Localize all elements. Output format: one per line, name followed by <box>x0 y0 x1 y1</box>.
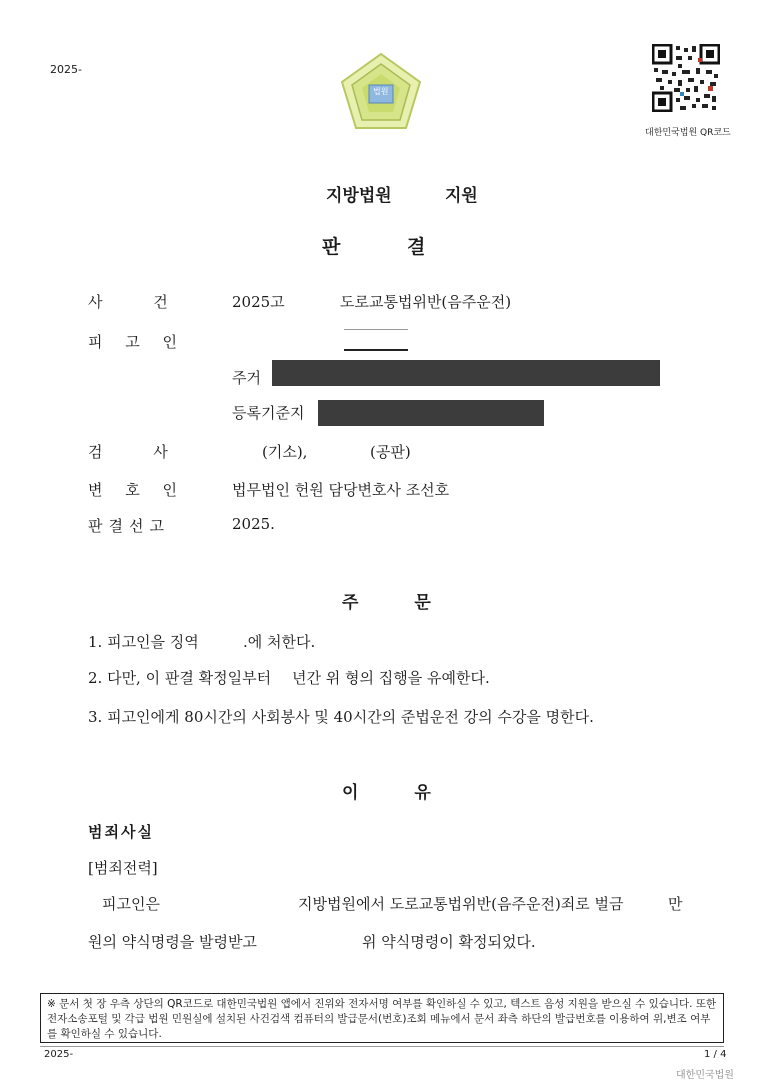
facts-line1-c: 만 <box>668 895 683 913</box>
counsel-label: 변 호 인 <box>88 481 178 499</box>
issue-number: 2025- <box>44 1049 74 1060</box>
verification-notice: ※ 문서 첫 장 우측 상단의 QR코드로 대한민국법원 앱에서 진위와 전자서명 여부를 확인하실 수 있고, 텍스트 음성 지원을 받으실 수 있습니다. 또한 전자소송포털 및 각급 법원 민원실에 설치된 사건검색 컴퓨터의 발급문서(번호)조회 메뉴에서 문서 좌측 하단의 발급번호를 이용하여 위,변조 여부를 확인하실 수 있습니다. <box>40 993 724 1043</box>
case-label: 사 건 <box>88 293 168 311</box>
defendant-name-line <box>344 329 408 330</box>
facts-title: 범죄사실 <box>88 823 154 841</box>
sentence-date: 2025. <box>232 515 275 533</box>
page-number: 1 / 4 <box>704 1049 727 1060</box>
defendant-label: 피 고 인 <box>88 333 178 351</box>
counsel-value: 법무법인 헌원 담당변호사 조선호 <box>232 481 450 499</box>
case-name: 도로교통법위반(음주운전) <box>340 293 512 311</box>
court-mark: 대한민국법원 <box>676 1070 734 1081</box>
order-title: 주 문 <box>342 593 433 613</box>
order-item-3: 3. 피고인에게 80시간의 사회봉사 및 40시간의 준법운전 강의 수강을 명한다. <box>88 708 594 726</box>
prosecutor-trial: (공판) <box>370 443 411 461</box>
emblem-label: 법원 <box>373 87 389 96</box>
facts-line1-b: 지방법원에서 도로교통법위반(음주운전)죄로 벌금 <box>298 895 624 913</box>
facts-line2-b: 위 약식명령이 확정되었다. <box>362 933 536 951</box>
court-emblem <box>338 50 424 132</box>
redacted-registry <box>318 400 544 426</box>
qr-caption: 대한민국법원 QR코드 <box>645 128 731 138</box>
facts-line2-a: 원의 약식명령을 발령받고 <box>88 933 257 951</box>
prosecutor-label: 검 사 <box>88 443 168 461</box>
redacted-address <box>272 360 660 386</box>
facts-line1-a: 피고인은 <box>102 895 160 913</box>
reasons-title: 이 유 <box>342 783 433 803</box>
prosecutor-indict: (기소), <box>262 443 308 461</box>
criminal-record-label: [범죄전력] <box>88 859 158 877</box>
order-item-1a: 1. 피고인을 징역 <box>88 633 199 651</box>
qr-code-icon[interactable] <box>652 44 720 112</box>
sentence-label: 판결선고 <box>88 517 170 535</box>
court-name: 지방법원 <box>326 186 392 206</box>
order-item-2a: 2. 다만, 이 판결 확정일부터 <box>88 669 272 687</box>
footer-divider <box>40 1046 724 1047</box>
address-label: 주거 <box>232 369 261 387</box>
order-item-2b: 년간 위 형의 집행을 유예한다. <box>292 669 490 687</box>
registry-label: 등록기준지 <box>232 404 305 422</box>
defendant-name-underline <box>344 349 408 351</box>
judgment-title: 판 결 <box>322 236 426 258</box>
case-number: 2025고 <box>232 293 285 311</box>
doc-number: 2025- <box>50 63 82 76</box>
order-item-1b: .에 처한다. <box>243 633 316 651</box>
court-branch: 지원 <box>445 186 478 206</box>
